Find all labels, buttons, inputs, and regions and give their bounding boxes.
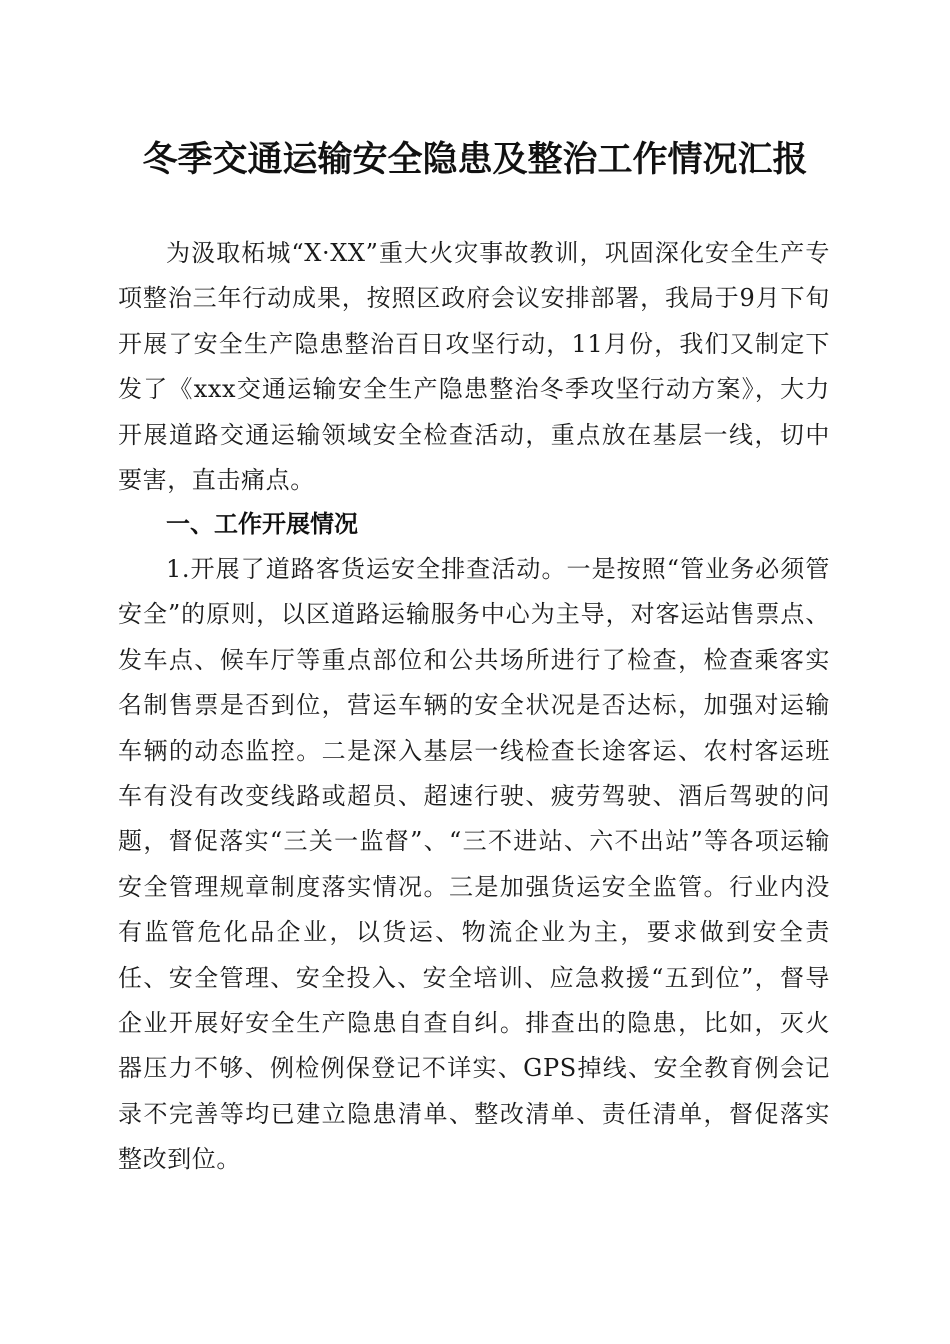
document-title: 冬季交通运输安全隐患及整治工作情况汇报 <box>142 139 808 180</box>
section-paragraph: 1.开展了道路客货运安全排查活动。一是按照“管业务必须管安全”的原则，以区道路运输服务中心为主导，对客运站售票点、发车点、候车厅等重点部位和公共场所进行了检查，检查乘客实名制售票是否到位，营运车辆的安全状况是否达标，加强对运输车辆的动态监控。二是深入基层一线检查长途客运、农村客运班车有没有改变线路或超员、超速行驶、疲劳驾驶、酒后驾驶的问题，督促落实“三关一监督”、“三不进站、六不出站”等各项运输安全管理规章制度落实情况。三是加强货运安全监管。行业内没有监管危化品企业，以货运、物流企业为主，要求做到安全责任、安全管理、安全投入、安全培训、应急救援“五到位”，督导企业开展好安全生产隐患自查自纠。排查出的隐患，比如，灭火器压力不够、例检例保登记不详实、GPS掉线、安全教育例会记录不完善等均已建立隐患清单、整改清单、责任清单，督促落实整改到位。 <box>118 555 830 1174</box>
intro-paragraph: 为汲取柘城“X·XX”重大火灾事故教训，巩固深化安全生产专项整治三年行动成果，按照区政府会议安排部署，我局于9月下旬开展了安全生产隐患整治百日攻坚行动，11月份，我们又制定下发了《xxx交通运输安全生产隐患整治冬季攻坚行动方案》，大力开展道路交通运输领域安全检查活动，重点放在基层一线，切中要害，直击痛点。 <box>118 239 830 495</box>
section-heading: 一、工作开展情况 <box>166 510 358 538</box>
